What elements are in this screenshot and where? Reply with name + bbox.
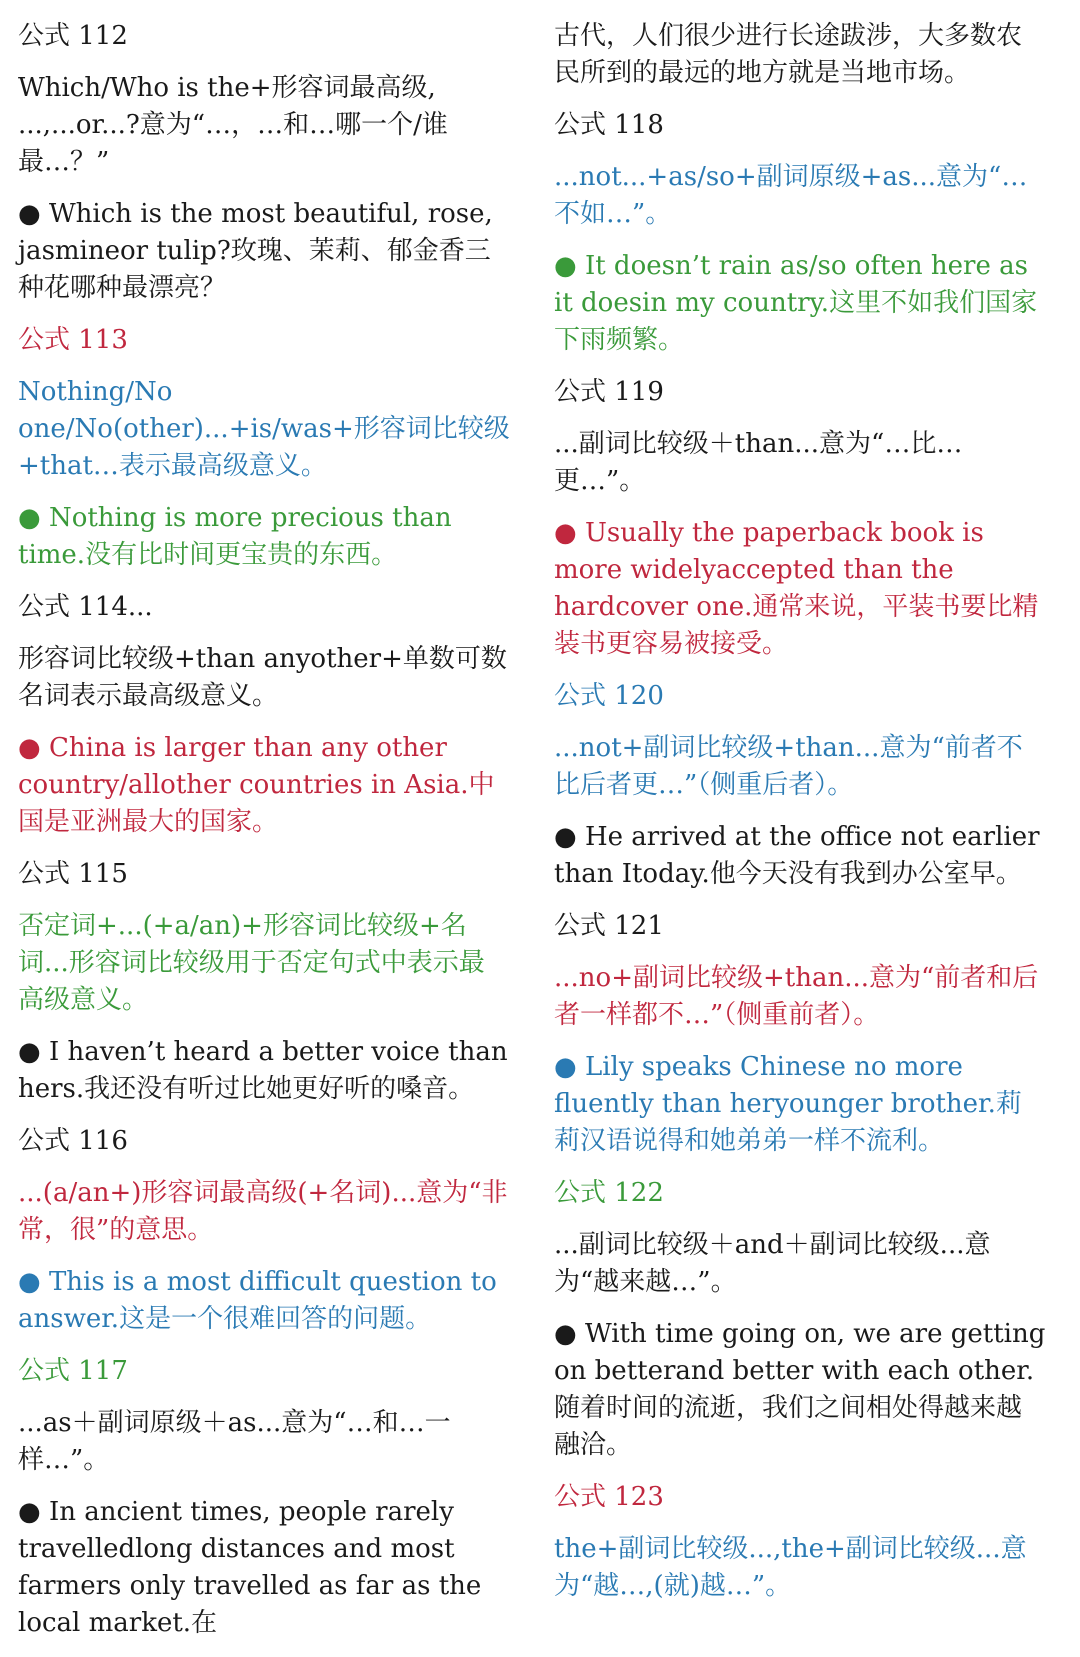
formula-115-example: ● I haven’t heard a better voice than hers.我还没有听过比她更好听的嗓音。 [18,1037,508,1104]
formula-118-heading: 公式 118 [554,110,664,140]
formula-120-rule: ...not+副词比较级+than...意为“前者不比后者更…”（侧重后者）。 [554,733,1023,800]
formula-118-example: ● It doesn’t rain as/so often here as it doesin my country.这里不如我们国家下雨频繁。 [554,251,1038,355]
formula-121-heading: 公式 121 [554,911,664,941]
formula-117-example: ● In ancient times, people rarely travelledlong distances and most farmers only travelled as far as the local market.在 [18,1497,482,1638]
formula-115-rule: 否定词+...(+a/an)+形容词比较级+名词...形容词比较级用于否定句式中表示最高级意义。 [18,911,485,1015]
formula-113-heading: 公式 113 [18,325,128,355]
formula-121-example: ● Lily speaks Chinese no more fluently than heryounger brother.莉莉汉语说得和她弟弟一样不流利。 [554,1052,1022,1156]
formula-117-heading: 公式 117 [18,1356,128,1386]
right-column [554,18,1046,1620]
formula-119-example: ● Usually the paperback book is more widelyaccepted than the hardcover one.通常来说，平装书要比精装书更容易被接受。 [554,518,1039,659]
formula-112-example: ● Which is the most beautiful, rose, jasmineor tulip?玫瑰、茉莉、郁金香三种花哪种最漂亮？ [18,199,493,303]
formula-114-rule: 形容词比较级+than anyother+单数可数名词表示最高级意义。 [18,644,507,711]
formula-122-example: ● With time going on, we are getting on betterand better with each other.随着时间的流逝，我们之间相处得越来越融洽。 [554,1319,1046,1460]
left-column [18,18,510,1657]
formula-116-example: ● This is a most difficult question to answer.这是一个很难回答的问题。 [18,1267,497,1334]
formula-116-heading: 公式 116 [18,1126,128,1156]
formula-122-heading: 公式 122 [554,1178,664,1208]
formula-116-rule: ...(a/an+)形容词最高级(+名词)...意为“非常，很”的意思。 [18,1178,508,1245]
formula-118-rule: ...not...+as/so+副词原级+as...意为“…不如…”。 [554,162,1028,229]
formula-117-example-continued: 古代，人们很少进行长途跋涉，大多数农民所到的最远的地方就是当地市场。 [554,21,1023,88]
formula-123-rule: the+副词比较级...,the+副词比较级...意为“越…,(就)越…”。 [554,1534,1027,1601]
formula-115-heading: 公式 115 [18,859,128,889]
formula-119-heading: 公式 119 [554,377,664,407]
formula-120-example: ● He arrived at the office not earlier than Itoday.他今天没有我到办公室早。 [554,822,1040,889]
formula-117-rule: ...as＋副词原级＋as...意为“…和…一样…”。 [18,1408,451,1475]
formula-119-rule: ...副词比较级＋than...意为“…比…更…”。 [554,429,963,496]
formula-120-heading: 公式 120 [554,681,664,711]
formula-121-rule: ...no+副词比较级+than...意为“前者和后者一样都不…”（侧重前者）。 [554,963,1039,1030]
formula-113-rule: Nothing/No one/No(other)...+is/was+形容词比较级+that…表示最高级意义。 [18,377,510,481]
formula-112-rule: Which/Who is the+形容词最高级, ...,...or...?意为“…，…和…哪一个/谁最…？” [18,73,448,177]
formula-122-rule: ...副词比较级＋and＋副词比较级...意为“越来越…”。 [554,1230,991,1297]
formula-112-heading: 公式 112 [18,21,128,51]
formula-123-heading: 公式 123 [554,1482,664,1512]
formula-114-heading: 公式 114... [18,592,153,622]
formula-113-example: ● Nothing is more precious than time.没有比时间更宝贵的东西。 [18,503,452,570]
formula-114-example: ● China is larger than any other country/allother countries in Asia.中国是亚洲最大的国家。 [18,733,495,837]
